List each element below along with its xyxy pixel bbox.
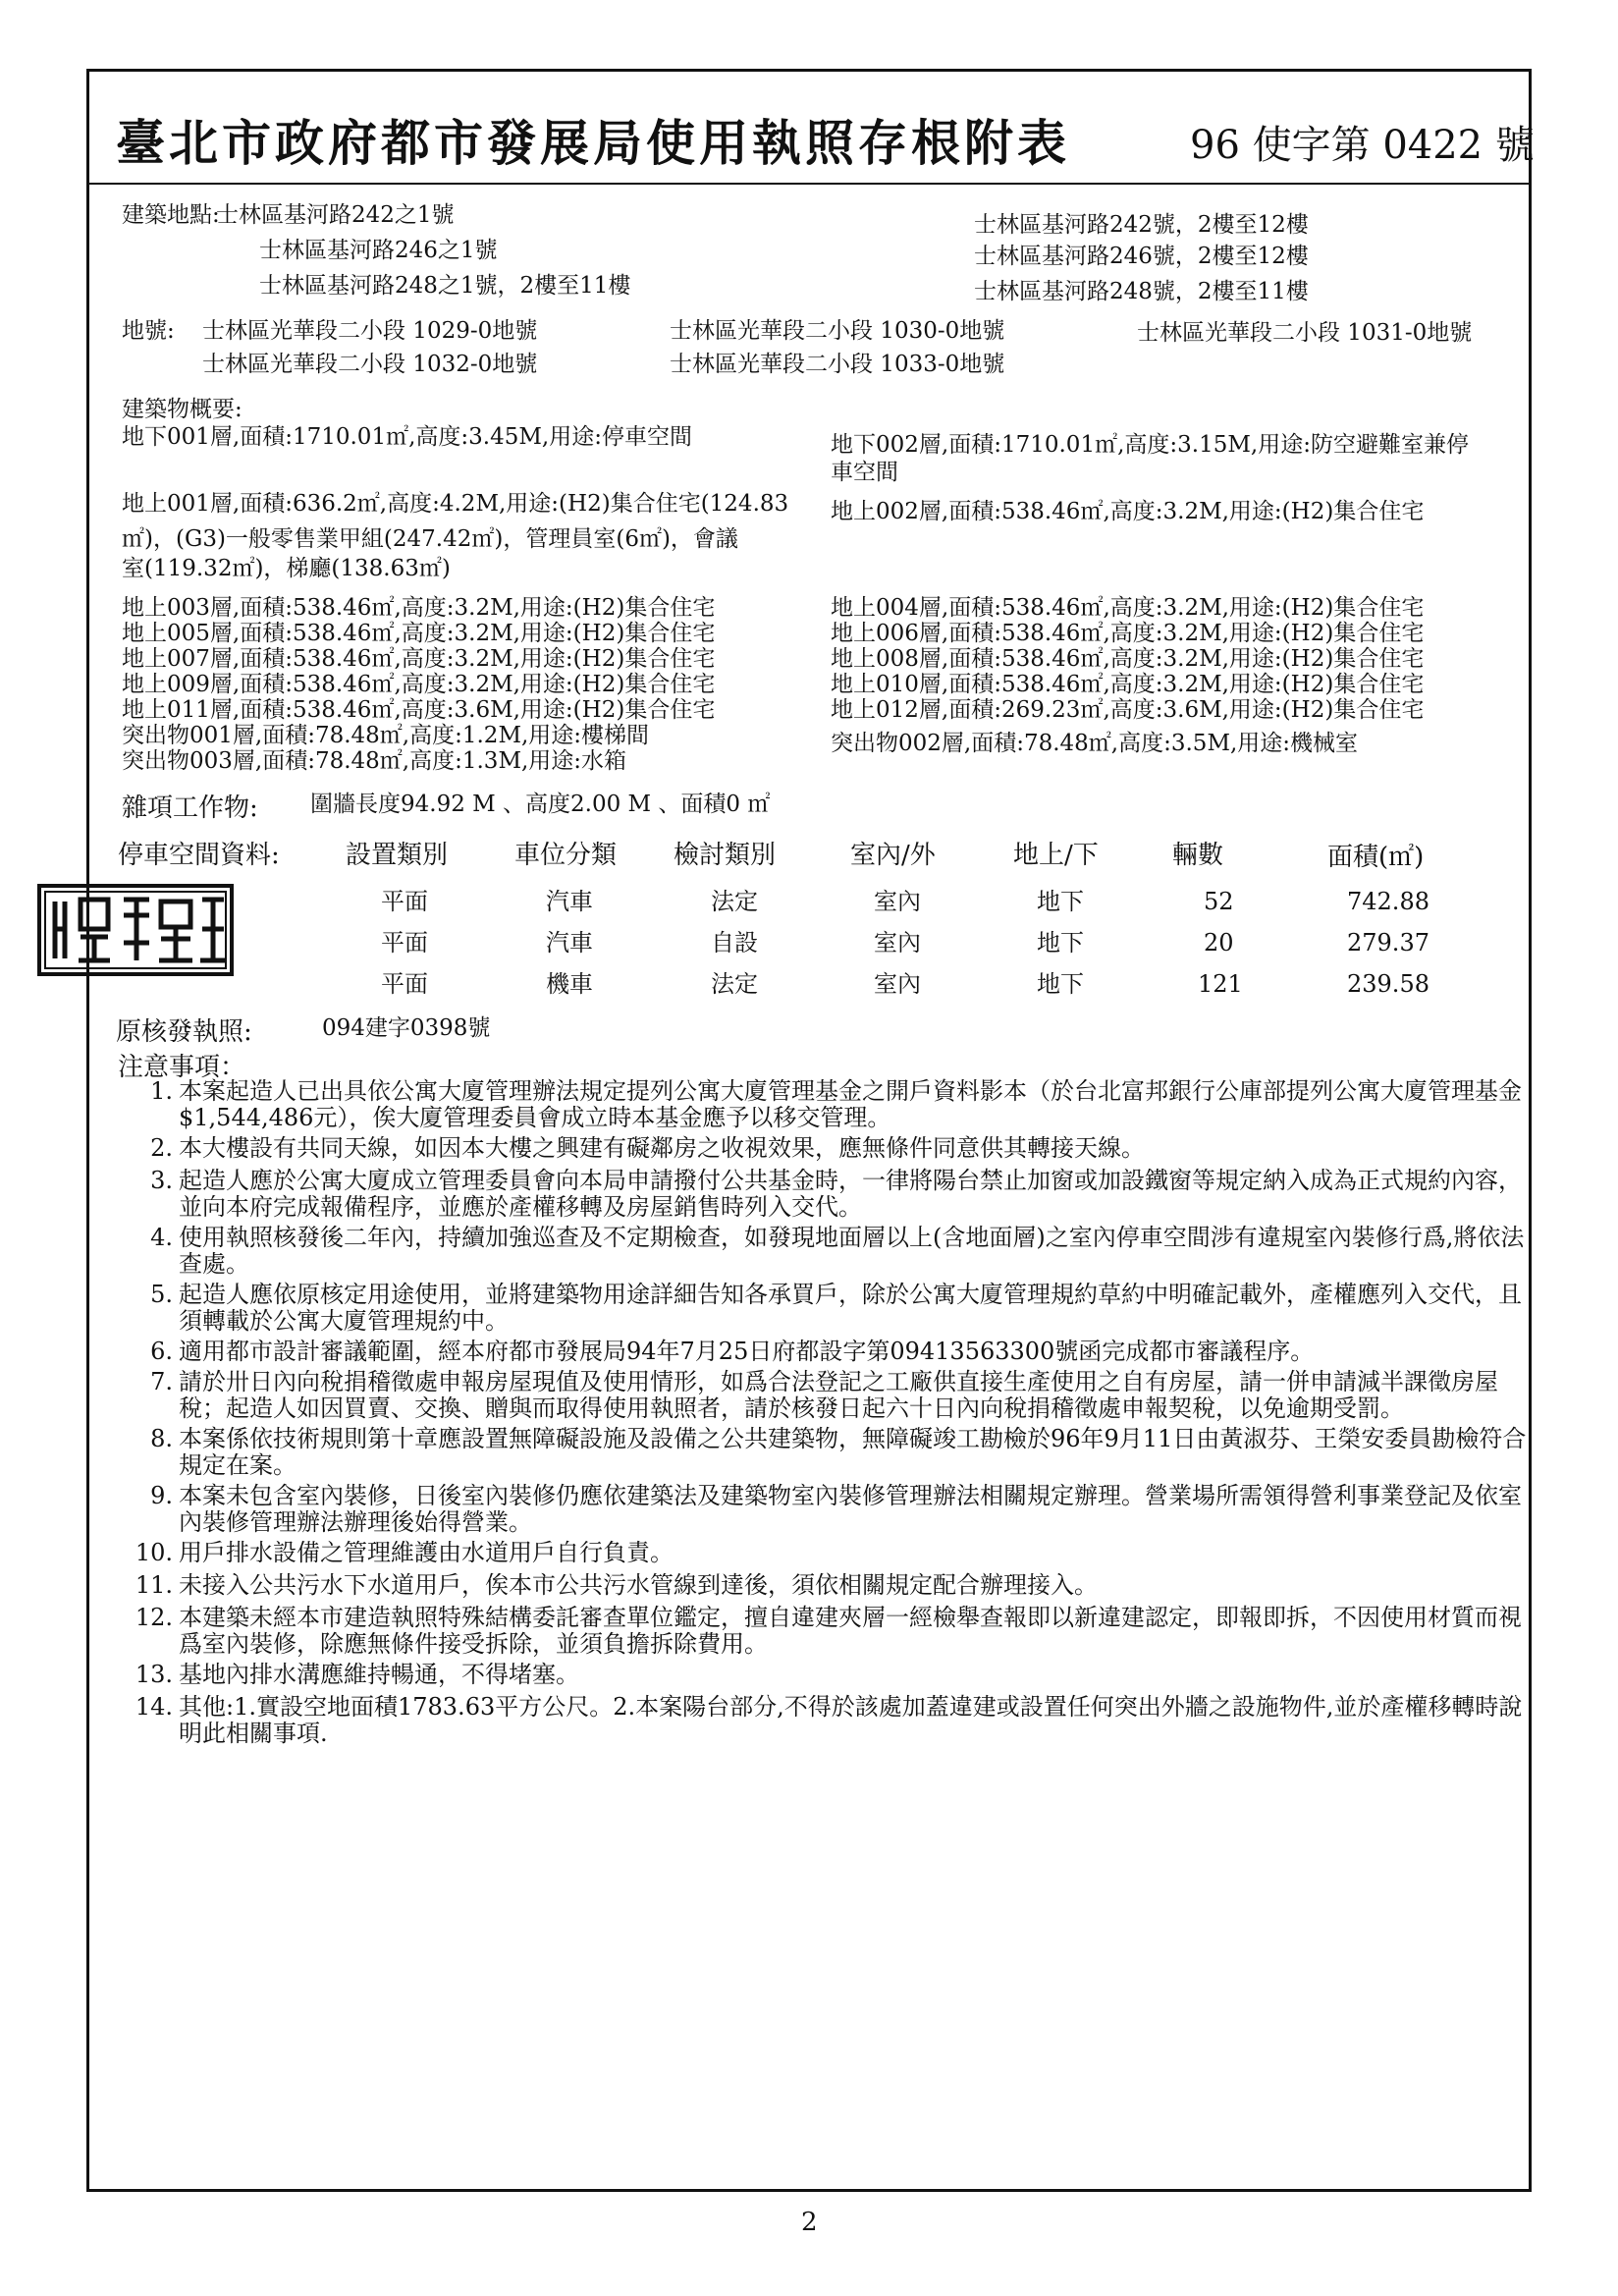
note-item: 7. 請於卅日內向稅捐稽徵處申報房屋現值及使用情形，如爲合法登記之工廠供直接生產使用之自有房屋，請一併申請減半課徵房屋稅；起造人如因買賣、交換、贈與而取得使用執照者，請於核發日起六十日內向稅捐稽徵處申報契稅，以免逾期受罰。 xyxy=(150,1368,1498,1422)
note-item: 2. 本大樓設有共同天線，如因本大樓之興建有礙鄰房之收視效果，應無條件同意供其轉接天線。 xyxy=(150,1134,1145,1162)
misc-label: 雜項工作物: xyxy=(122,793,258,823)
floor-row: 地上012層,面積:269.23㎡,高度:3.6M,用途:(H2)集合住宅 xyxy=(831,697,1425,723)
lot-item: 士林區光華段二小段 1032-0地號 xyxy=(202,352,538,377)
parking-cell: 平面 xyxy=(381,970,428,998)
document-title: 臺北市政府都市發展局使用執照存根附表 xyxy=(116,114,1070,172)
note-item: 3. 起造人應於公寓大廈成立管理委員會向本局申請撥付公共基金時，一律將陽台禁止加窗或加設鐵窗等規定納入成為正式規約內容，並向本府完成報備程序，並應於產權移轉及房屋銷售時列入交代。 xyxy=(150,1167,1522,1221)
location-left-3: 士林區基河路248之1號，2樓至11樓 xyxy=(259,273,631,299)
parking-cell: 742.88 xyxy=(1347,888,1429,915)
overview-label: 建築物概要: xyxy=(122,397,243,422)
parking-cell: 室內 xyxy=(874,929,921,957)
parking-cell: 地下 xyxy=(1037,929,1084,957)
location-right-1: 士林區基河路242號，2樓至12樓 xyxy=(974,212,1309,238)
parking-cell: 地下 xyxy=(1037,888,1084,915)
location-label: 建築地點: xyxy=(122,202,220,228)
floor-row: 地上010層,面積:538.46㎡,高度:3.2M,用途:(H2)集合住宅 xyxy=(831,672,1425,697)
floor-row: 地上011層,面積:538.46㎡,高度:3.6M,用途:(H2)集合住宅 xyxy=(122,697,716,723)
notes-label: 注意事項： xyxy=(118,1053,246,1082)
parking-cell: 法定 xyxy=(711,970,758,998)
floor-1-cont: 室(119.32㎡)，梯廳(138.63㎡) xyxy=(122,556,451,581)
floor-b1: 地下001層,面積:1710.01㎡,高度:3.45M,用途:停車空間 xyxy=(122,424,692,450)
floor-row: 突出物002層,面積:78.48㎡,高度:3.5M,用途:機械室 xyxy=(831,731,1359,756)
lot-item: 士林區光華段二小段 1031-0地號 xyxy=(1137,320,1473,346)
note-item: 14. 其他:1.實設空地面積1783.63平方公尺。2.本案陽台部分,不得於該處加蓋違建或設置任何突出外牆之設施物件,並於產權移轉時說明此相關事項. xyxy=(135,1693,1523,1747)
lot-item: 士林區光華段二小段 1030-0地號 xyxy=(670,318,1005,344)
floor-1-cont: ㎡)，(G3)一般零售業甲組(247.42㎡)，管理員室(6㎡)，會議 xyxy=(122,526,738,552)
lot-label: 地號: xyxy=(122,318,175,344)
note-item: 8. 本案係依技術規則第十章應設置無障礙設施及設備之公共建築物，無障礙竣工勘檢於96年9月11日由黃淑芬、王榮安委員勘檢符合規定在案。 xyxy=(150,1425,1527,1479)
floor-b2: 地下002層,面積:1710.01㎡,高度:3.15M,用途:防空避難室兼停 xyxy=(831,432,1469,458)
parking-cell: 279.37 xyxy=(1347,929,1429,957)
floor-1: 地上001層,面積:636.2㎡,高度:4.2M,用途:(H2)集合住宅(124.83 xyxy=(122,491,789,517)
floor-row: 地上008層,面積:538.46㎡,高度:3.2M,用途:(H2)集合住宅 xyxy=(831,646,1425,672)
location-right-3: 士林區基河路248號，2樓至11樓 xyxy=(974,279,1309,304)
parking-cell: 室內 xyxy=(874,888,921,915)
location-right-2: 士林區基河路246號，2樓至12樓 xyxy=(974,244,1309,269)
original-permit-label: 原核發執照: xyxy=(116,1017,252,1047)
floor-row: 地上007層,面積:538.46㎡,高度:3.2M,用途:(H2)集合住宅 xyxy=(122,646,716,672)
parking-header: 設置類別 xyxy=(346,841,449,870)
document-number: 96 使字第 0422 號 xyxy=(1190,123,1535,168)
official-seal-stamp xyxy=(33,882,240,978)
parking-cell: 52 xyxy=(1204,888,1234,915)
floor-row: 地上006層,面積:538.46㎡,高度:3.2M,用途:(H2)集合住宅 xyxy=(831,621,1425,646)
note-item: 5. 起造人應依原核定用途使用，並將建築物用途詳細告知各承買戶，除於公寓大廈管理規約草約中明確記載外，產權應列入交代，且須轉載於公寓大廈管理規約中。 xyxy=(150,1281,1522,1335)
lot-item: 士林區光華段二小段 1033-0地號 xyxy=(670,352,1005,377)
parking-header: 地上/下 xyxy=(1013,841,1099,870)
header-divider xyxy=(86,183,1532,185)
location-left-1: 士林區基河路242之1號 xyxy=(216,202,455,228)
parking-cell: 121 xyxy=(1198,970,1243,998)
parking-header: 室內/外 xyxy=(850,841,936,870)
note-item: 9. 本案未包含室內裝修，日後室內裝修仍應依建築法及建築物室內裝修管理辦法相關規定辦理。營業場所需領得營利事業登記及依室內裝修管理辦法辦理後始得營業。 xyxy=(150,1482,1522,1536)
note-item: 4. 使用執照核發後二年內，持續加強巡查及不定期檢查，如發現地面層以上(含地面層)之室內停車空間涉有違規室內裝修行爲,將依法查處。 xyxy=(150,1224,1525,1278)
original-permit-value: 094建字0398號 xyxy=(322,1015,491,1041)
parking-header: 檢討類別 xyxy=(674,841,777,870)
parking-cell: 地下 xyxy=(1037,970,1084,998)
note-item: 11. 未接入公共污水下水道用戶，俟本市公共污水管線到達後，須依相關規定配合辦理接入。 xyxy=(135,1571,1098,1599)
parking-header: 輛數 xyxy=(1172,841,1224,870)
parking-cell: 機車 xyxy=(546,970,593,998)
floor-row: 突出物003層,面積:78.48㎡,高度:1.3M,用途:水箱 xyxy=(122,748,627,774)
note-item: 6. 適用都市設計審議範圍，經本府都市發展局94年7月25日府都設字第09413563300號函完成都市審議程序。 xyxy=(150,1338,1315,1365)
parking-cell: 239.58 xyxy=(1347,970,1429,998)
location-left-2: 士林區基河路246之1號 xyxy=(259,238,498,263)
parking-cell: 20 xyxy=(1204,929,1234,957)
floor-row: 突出物001層,面積:78.48㎡,高度:1.2M,用途:樓梯間 xyxy=(122,723,650,748)
parking-cell: 平面 xyxy=(381,929,428,957)
note-item: 13. 基地內排水溝應維持暢通，不得堵塞。 xyxy=(135,1661,579,1688)
note-item: 1. 本案起造人已出具依公寓大廈管理辦法規定提列公寓大廈管理基金之開戶資料影本（於台北富邦銀行公庫部提列公寓大廈管理基金$1,544,486元），俟大廈管理委員會成立時本基金應予以移交管理。 xyxy=(150,1077,1522,1131)
floor-row: 地上004層,面積:538.46㎡,高度:3.2M,用途:(H2)集合住宅 xyxy=(831,595,1425,621)
parking-header: 車位分類 xyxy=(514,841,618,870)
note-item: 12. 本建築未經本市建造執照特殊結構委託審查單位鑑定，擅自違建夾層一經檢舉查報即以新違建認定，即報即拆，不因使用材質而視爲室內裝修，除應無條件接受拆除，並須負擔拆除費用。 xyxy=(135,1604,1522,1658)
floor-row: 地上009層,面積:538.46㎡,高度:3.2M,用途:(H2)集合住宅 xyxy=(122,672,716,697)
floor-row: 地上005層,面積:538.46㎡,高度:3.2M,用途:(H2)集合住宅 xyxy=(122,621,716,646)
parking-header: 面積(㎡) xyxy=(1327,843,1425,872)
misc-text: 圍牆長度94.92 M 、高度2.00 M 、面積0 ㎡ xyxy=(310,792,771,817)
parking-cell: 汽車 xyxy=(546,888,593,915)
notes-list xyxy=(118,1078,1541,1751)
parking-cell: 自設 xyxy=(711,929,758,957)
parking-cell: 汽車 xyxy=(546,929,593,957)
parking-cell: 室內 xyxy=(874,970,921,998)
note-item: 10. 用戶排水設備之管理維護由水道用戶自行負責。 xyxy=(135,1539,674,1566)
floor-2: 地上002層,面積:538.46㎡,高度:3.2M,用途:(H2)集合住宅 xyxy=(831,499,1425,524)
lot-item: 士林區光華段二小段 1029-0地號 xyxy=(202,318,538,344)
parking-cell: 平面 xyxy=(381,888,428,915)
parking-label: 停車空間資料: xyxy=(118,841,280,870)
floor-b2-cont: 車空間 xyxy=(831,460,898,485)
parking-cell: 法定 xyxy=(711,888,758,915)
page-number: 2 xyxy=(801,2208,818,2237)
floor-row: 地上003層,面積:538.46㎡,高度:3.2M,用途:(H2)集合住宅 xyxy=(122,595,716,621)
